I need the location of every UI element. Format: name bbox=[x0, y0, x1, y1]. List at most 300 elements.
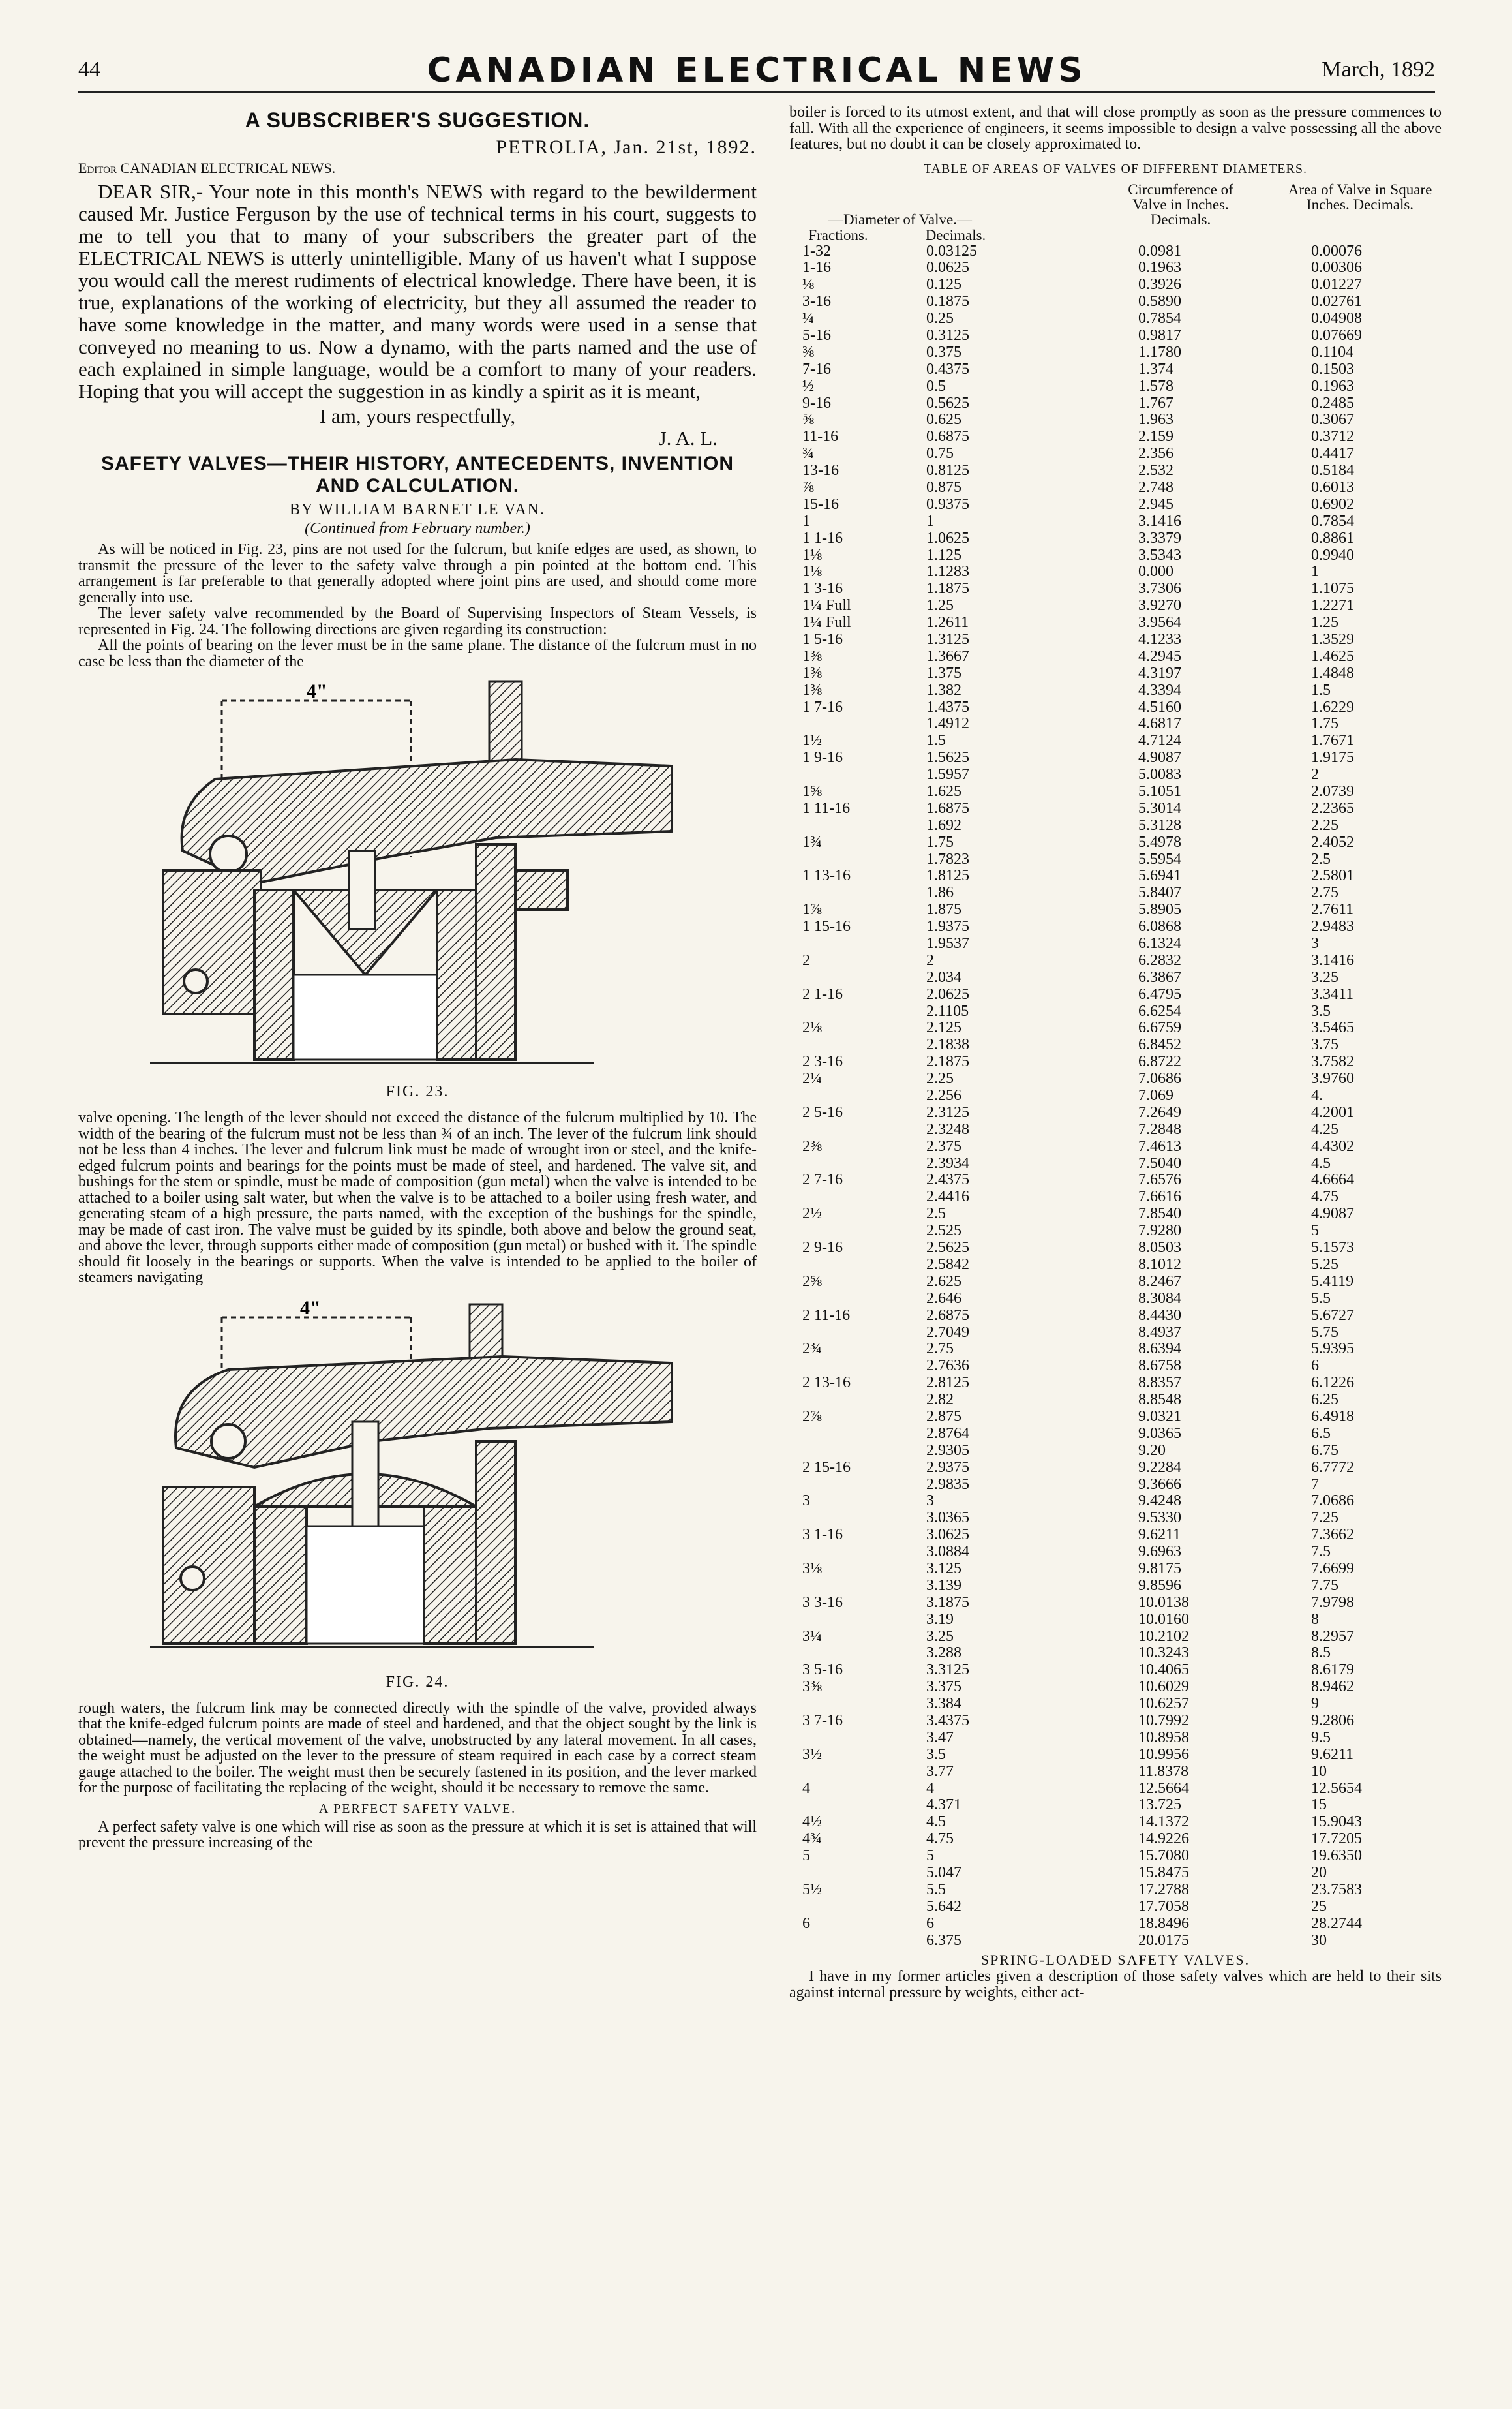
circumference-cell: 13.725 bbox=[1138, 1796, 1181, 1814]
letter-signature: J. A. L. bbox=[658, 427, 718, 450]
decimal-cell: 1.3125 bbox=[926, 630, 969, 648]
area-cell: 0.5184 bbox=[1311, 462, 1354, 480]
decimal-cell: 2.3934 bbox=[926, 1154, 969, 1172]
circumference-cell: 6.2832 bbox=[1138, 951, 1181, 969]
right-column bbox=[789, 104, 1442, 2001]
table-row bbox=[789, 1358, 1442, 1375]
area-cell: 1.2271 bbox=[1311, 597, 1354, 615]
circumference-cell: 1.963 bbox=[1138, 411, 1173, 429]
decimal-cell: 3.288 bbox=[926, 1644, 961, 1662]
area-cell: 3.5465 bbox=[1311, 1019, 1354, 1037]
table-row bbox=[789, 446, 1442, 463]
circumference-cell: 9.6963 bbox=[1138, 1543, 1181, 1561]
circumference-cell: 10.6257 bbox=[1138, 1695, 1189, 1713]
circumference-cell: 3.9270 bbox=[1138, 597, 1181, 615]
decimal-cell: 2.75 bbox=[926, 1340, 954, 1358]
decimal-cell: 2.525 bbox=[926, 1222, 961, 1240]
circumference-cell: 9.0321 bbox=[1138, 1407, 1181, 1425]
article-paragraph-5: rough waters, the fulcrum link may be connected directly with the spindle of the valve, provided always that the knife-edged fulcrum points are made of steel and hardened, and that the object sought by the link is obtained—namely, the vertical movement of the valve, unobstructed by any lateral movement. In all cases, the weight must be adjusted on the lever to the pressure of steam required in each case by a correct steam gauge attached to the boiler. The weight must then be securely fastened in its position, and the lever marked for the purpose of facilitating the replacing of the weight, should it be necessary to remove the same. bbox=[78, 1699, 757, 1796]
circumference-cell: 4.3197 bbox=[1138, 664, 1181, 682]
area-cell: 1.4848 bbox=[1311, 664, 1354, 682]
fraction-cell: ⅞ bbox=[802, 478, 814, 496]
letter-dateline: PETROLIA, Jan. 21st, 1892. bbox=[496, 136, 757, 158]
area-cell: 5.25 bbox=[1311, 1255, 1338, 1273]
circumference-cell: 5.8905 bbox=[1138, 901, 1181, 919]
decimal-cell: 1.25 bbox=[926, 597, 954, 615]
circumference-cell: 17.2788 bbox=[1138, 1880, 1189, 1898]
circumference-cell: 10.9956 bbox=[1138, 1745, 1189, 1763]
subhead-perfect-valve: A PERFECT SAFETY VALVE. bbox=[318, 1801, 517, 1816]
table-row bbox=[789, 1865, 1442, 1882]
circumference-cell: 1.767 bbox=[1138, 394, 1173, 412]
decimal-cell: 0.75 bbox=[926, 445, 954, 463]
circumference-cell: 10.0160 bbox=[1138, 1610, 1189, 1628]
area-cell: 0.3067 bbox=[1311, 411, 1354, 429]
table-row bbox=[789, 1189, 1442, 1206]
circumference-cell: 14.9226 bbox=[1138, 1830, 1189, 1848]
area-cell: 6 bbox=[1311, 1357, 1319, 1375]
table-row bbox=[789, 1105, 1442, 1122]
fig-23-caption: FIG. 23. bbox=[386, 1083, 449, 1100]
circumference-cell: 10.8958 bbox=[1138, 1728, 1189, 1746]
decimal-cell: 2.375 bbox=[926, 1137, 961, 1155]
decimal-cell: 1.382 bbox=[926, 681, 961, 699]
area-cell: 5.4119 bbox=[1311, 1272, 1354, 1290]
area-cell: 7.25 bbox=[1311, 1509, 1338, 1527]
area-cell: 4.2001 bbox=[1311, 1103, 1354, 1121]
decimal-cell: 2.8764 bbox=[926, 1424, 969, 1442]
article-paragraph-6: A perfect safety valve is one which will rise as soon as the pressure at which it is set is attained that will prevent the pressure increasing of the bbox=[78, 1818, 757, 1851]
table-row bbox=[789, 530, 1442, 547]
circumference-cell: 7.9280 bbox=[1138, 1222, 1181, 1240]
table-row bbox=[789, 683, 1442, 699]
area-cell: 8.5 bbox=[1311, 1644, 1331, 1662]
area-cell: 0.01227 bbox=[1311, 276, 1362, 294]
decimal-cell: 0.03125 bbox=[926, 242, 977, 260]
fraction-cell: 1 7-16 bbox=[802, 698, 843, 716]
table-row bbox=[789, 1308, 1442, 1325]
table-row bbox=[789, 1645, 1442, 1662]
circumference-cell: 0.0981 bbox=[1138, 242, 1181, 260]
area-cell: 12.5654 bbox=[1311, 1779, 1362, 1797]
table-row bbox=[789, 260, 1442, 277]
circumference-cell: 12.5664 bbox=[1138, 1779, 1189, 1797]
circumference-cell: 5.4978 bbox=[1138, 833, 1181, 851]
circumference-cell: 8.1012 bbox=[1138, 1255, 1181, 1273]
table-row bbox=[789, 1088, 1442, 1105]
table-row bbox=[789, 1392, 1442, 1409]
fraction-cell: 2¾ bbox=[802, 1340, 822, 1358]
decimal-cell: 2 bbox=[926, 951, 934, 969]
circumference-cell: 3.5343 bbox=[1138, 546, 1181, 564]
circumference-cell: 2.532 bbox=[1138, 462, 1173, 480]
area-cell: 7 bbox=[1311, 1475, 1319, 1493]
fraction-cell: 1 11-16 bbox=[802, 799, 851, 817]
circumference-cell: 5.1051 bbox=[1138, 783, 1181, 800]
table-row bbox=[789, 1139, 1442, 1156]
area-cell: 19.6350 bbox=[1311, 1847, 1362, 1865]
fraction-cell: 5 bbox=[802, 1847, 810, 1865]
circumference-cell: 8.3084 bbox=[1138, 1289, 1181, 1307]
circumference-cell: 9.0365 bbox=[1138, 1424, 1181, 1442]
area-cell: 4.9087 bbox=[1311, 1205, 1354, 1223]
decimal-cell: 2.8125 bbox=[926, 1374, 969, 1392]
table-row bbox=[789, 615, 1442, 632]
decimal-cell: 1.125 bbox=[926, 546, 961, 564]
area-cell: 0.4417 bbox=[1311, 445, 1354, 463]
circumference-cell: 0.5890 bbox=[1138, 293, 1181, 311]
area-cell: 7.5 bbox=[1311, 1543, 1331, 1561]
decimal-cell: 3.0884 bbox=[926, 1543, 969, 1561]
circumference-cell: 6.6254 bbox=[1138, 1002, 1181, 1020]
article-title: SAFETY VALVES—THEIR HISTORY, ANTECEDENTS, INVENTION AND CALCULATION. bbox=[101, 453, 734, 497]
header-area: Area of Valve in Square Inches. Decimals. bbox=[1288, 181, 1432, 213]
table-row bbox=[789, 1595, 1442, 1612]
area-cell: 4.4302 bbox=[1311, 1137, 1354, 1155]
circumference-cell: 3.1416 bbox=[1138, 512, 1181, 530]
decimal-cell: 0.0625 bbox=[926, 259, 969, 277]
decimal-cell: 0.5625 bbox=[926, 394, 969, 412]
area-cell: 0.1104 bbox=[1311, 343, 1354, 361]
decimal-cell: 1.5957 bbox=[926, 766, 969, 784]
area-cell: 1.7671 bbox=[1311, 732, 1354, 750]
fraction-cell: ½ bbox=[802, 377, 814, 395]
decimal-cell: 3 bbox=[926, 1492, 934, 1510]
table-row bbox=[789, 852, 1442, 868]
circumference-cell: 5.3128 bbox=[1138, 816, 1181, 834]
table-row bbox=[789, 547, 1442, 564]
fig-24-illustration bbox=[124, 1291, 711, 1670]
page-number: 44 bbox=[78, 57, 100, 82]
area-cell: 8 bbox=[1311, 1610, 1319, 1628]
table-row bbox=[789, 480, 1442, 497]
fraction-cell: 3 3-16 bbox=[802, 1593, 843, 1611]
table-row bbox=[789, 345, 1442, 361]
circumference-cell: 11.8378 bbox=[1138, 1762, 1189, 1780]
area-cell: 2.5 bbox=[1311, 850, 1331, 868]
decimal-cell: 1.75 bbox=[926, 833, 954, 851]
fraction-cell: 1⅜ bbox=[802, 664, 822, 682]
circumference-cell: 0.3926 bbox=[1138, 276, 1181, 294]
fraction-cell: 4½ bbox=[802, 1813, 822, 1831]
table-row bbox=[789, 1679, 1442, 1696]
circumference-cell: 4.1233 bbox=[1138, 630, 1181, 648]
table-row bbox=[789, 1426, 1442, 1443]
area-cell: 0.02761 bbox=[1311, 293, 1362, 311]
area-cell: 7.0686 bbox=[1311, 1492, 1354, 1510]
circumference-cell: 9.8175 bbox=[1138, 1559, 1181, 1577]
circumference-cell: 4.9087 bbox=[1138, 749, 1181, 767]
decimal-cell: 2.1875 bbox=[926, 1053, 969, 1071]
table-row bbox=[789, 666, 1442, 683]
circumference-cell: 7.6616 bbox=[1138, 1188, 1181, 1206]
decimal-cell: 2.256 bbox=[926, 1087, 961, 1105]
fraction-cell: 1 13-16 bbox=[802, 867, 851, 885]
circumference-cell: 8.6758 bbox=[1138, 1357, 1181, 1375]
fraction-cell: 2¼ bbox=[802, 1070, 822, 1088]
decimal-cell: 2.9375 bbox=[926, 1458, 969, 1476]
decimal-cell: 2.9305 bbox=[926, 1441, 969, 1459]
fraction-cell: ¼ bbox=[802, 310, 814, 328]
table-row bbox=[789, 1172, 1442, 1189]
table-row bbox=[789, 649, 1442, 666]
circumference-cell: 1.1780 bbox=[1138, 343, 1181, 361]
table-row bbox=[789, 1037, 1442, 1054]
table-body bbox=[789, 243, 1442, 1950]
fig-24-caption: FIG. 24. bbox=[386, 1673, 449, 1691]
area-cell: 0.7854 bbox=[1311, 512, 1354, 530]
section-divider bbox=[294, 437, 535, 438]
table-row bbox=[789, 750, 1442, 767]
table-row bbox=[789, 835, 1442, 852]
continued-note: (Continued from February number.) bbox=[305, 520, 530, 537]
decimal-cell: 0.625 bbox=[926, 411, 961, 429]
fraction-cell: 1 1-16 bbox=[802, 529, 843, 547]
fraction-cell: 2½ bbox=[802, 1205, 822, 1223]
decimal-cell: 4.5 bbox=[926, 1813, 946, 1831]
circumference-cell: 20.0175 bbox=[1138, 1931, 1189, 1949]
article-byline: BY WILLIAM BARNET LE VAN. bbox=[290, 501, 545, 518]
decimal-cell: 3.375 bbox=[926, 1678, 961, 1696]
table-row bbox=[789, 1510, 1442, 1527]
decimal-cell: 2.4416 bbox=[926, 1188, 969, 1206]
table-row bbox=[789, 294, 1442, 311]
area-cell: 7.3662 bbox=[1311, 1526, 1354, 1544]
decimal-cell: 3.3125 bbox=[926, 1661, 969, 1679]
circumference-cell: 0.1963 bbox=[1138, 259, 1181, 277]
area-cell: 0.00306 bbox=[1311, 259, 1362, 277]
table-row bbox=[789, 1020, 1442, 1037]
circumference-cell: 1.374 bbox=[1138, 360, 1173, 378]
table-row bbox=[789, 1933, 1442, 1950]
area-cell: 9.6211 bbox=[1311, 1745, 1354, 1763]
decimal-cell: 1.3667 bbox=[926, 647, 969, 665]
decimal-cell: 1.692 bbox=[926, 816, 961, 834]
area-cell: 8.9462 bbox=[1311, 1678, 1354, 1696]
area-cell: 9 bbox=[1311, 1695, 1319, 1713]
fraction-cell: 1¼ Full bbox=[802, 614, 851, 632]
fraction-cell: 2⅞ bbox=[802, 1407, 822, 1425]
fraction-cell: 1⅛ bbox=[802, 563, 822, 581]
area-cell: 17.7205 bbox=[1311, 1830, 1362, 1848]
table-row bbox=[789, 1696, 1442, 1713]
table-row bbox=[789, 311, 1442, 328]
area-cell: 15.9043 bbox=[1311, 1813, 1362, 1831]
circumference-cell: 10.3243 bbox=[1138, 1644, 1189, 1662]
fraction-cell: 11-16 bbox=[802, 428, 839, 446]
table-row bbox=[789, 767, 1442, 784]
table-row bbox=[789, 564, 1442, 581]
circumference-cell: 9.20 bbox=[1138, 1441, 1166, 1459]
area-cell: 5.5 bbox=[1311, 1289, 1331, 1307]
area-cell: 9.2806 bbox=[1311, 1711, 1354, 1729]
area-cell: 7.9798 bbox=[1311, 1593, 1354, 1611]
circumference-cell: 7.2649 bbox=[1138, 1103, 1181, 1121]
fraction-cell: 3¼ bbox=[802, 1627, 822, 1645]
circumference-cell: 7.5040 bbox=[1138, 1154, 1181, 1172]
table-row bbox=[789, 395, 1442, 412]
table-row bbox=[789, 1443, 1442, 1460]
table-row bbox=[789, 1797, 1442, 1814]
table-row bbox=[789, 987, 1442, 1004]
area-cell: 6.75 bbox=[1311, 1441, 1338, 1459]
area-cell: 1.1075 bbox=[1311, 580, 1354, 598]
area-cell: 1.3529 bbox=[1311, 630, 1354, 648]
area-cell: 25 bbox=[1311, 1897, 1327, 1915]
decimal-cell: 3.125 bbox=[926, 1559, 961, 1577]
fraction-cell: 1 bbox=[802, 512, 810, 530]
fraction-cell: 3½ bbox=[802, 1745, 822, 1763]
table-row bbox=[789, 1713, 1442, 1730]
page-header bbox=[78, 51, 1435, 90]
circumference-cell: 2.945 bbox=[1138, 495, 1173, 513]
circumference-cell: 4.6817 bbox=[1138, 715, 1181, 733]
decimal-cell: 2.625 bbox=[926, 1272, 961, 1290]
letter-closing: I am, yours respectfully, bbox=[319, 405, 516, 427]
table-row bbox=[789, 1831, 1442, 1848]
decimal-cell: 3.384 bbox=[926, 1695, 961, 1713]
area-cell: 5.1573 bbox=[1311, 1239, 1354, 1257]
area-cell: 0.8861 bbox=[1311, 529, 1354, 547]
decimal-cell: 1.5625 bbox=[926, 749, 969, 767]
table-row bbox=[789, 463, 1442, 480]
circumference-cell: 18.8496 bbox=[1138, 1914, 1189, 1932]
area-cell: 1.75 bbox=[1311, 715, 1338, 733]
fraction-cell: ⅛ bbox=[802, 276, 814, 294]
fraction-cell: 2 bbox=[802, 951, 810, 969]
circumference-cell: 9.3666 bbox=[1138, 1475, 1181, 1493]
decimal-cell: 2.5625 bbox=[926, 1239, 969, 1257]
table-row bbox=[789, 378, 1442, 395]
circumference-cell: 6.1324 bbox=[1138, 935, 1181, 953]
table-row bbox=[789, 243, 1442, 260]
table-row bbox=[789, 1848, 1442, 1865]
decimal-cell: 2.5842 bbox=[926, 1255, 969, 1273]
fraction-cell: 2 5-16 bbox=[802, 1103, 843, 1121]
area-cell: 2.7611 bbox=[1311, 901, 1354, 919]
fraction-cell: 6 bbox=[802, 1914, 810, 1932]
decimal-cell: 1.875 bbox=[926, 901, 961, 919]
circumference-cell: 6.0868 bbox=[1138, 918, 1181, 936]
decimal-cell: 2.0625 bbox=[926, 985, 969, 1003]
fraction-cell: 3⅛ bbox=[802, 1559, 822, 1577]
fraction-cell: 4¾ bbox=[802, 1830, 822, 1848]
circumference-cell: 0.000 bbox=[1138, 563, 1173, 581]
area-cell: 5.75 bbox=[1311, 1323, 1338, 1341]
decimal-cell: 0.125 bbox=[926, 276, 961, 294]
area-cell: 3.5 bbox=[1311, 1002, 1331, 1020]
area-cell: 7.75 bbox=[1311, 1576, 1338, 1594]
table-row bbox=[789, 632, 1442, 649]
table-row bbox=[789, 885, 1442, 902]
circumference-cell: 14.1372 bbox=[1138, 1813, 1189, 1831]
article-paragraph-3: All the points of bearing on the lever must be in the same plane. The distance of the fulcrum must in no case be less than the diameter of the bbox=[78, 637, 757, 670]
decimal-cell: 2.7049 bbox=[926, 1323, 969, 1341]
decimal-cell: 5.5 bbox=[926, 1880, 946, 1898]
decimal-cell: 2.034 bbox=[926, 968, 961, 986]
area-cell: 6.4918 bbox=[1311, 1407, 1354, 1425]
fraction-cell: 2 1-16 bbox=[802, 985, 843, 1003]
table-row bbox=[789, 716, 1442, 733]
decimal-cell: 2.6875 bbox=[926, 1306, 969, 1324]
circumference-cell: 2.159 bbox=[1138, 428, 1173, 446]
area-cell: 2.2365 bbox=[1311, 799, 1354, 817]
decimal-cell: 2.1105 bbox=[926, 1002, 969, 1020]
area-cell: 15 bbox=[1311, 1796, 1327, 1814]
table-row bbox=[789, 868, 1442, 885]
circumference-cell: 5.0083 bbox=[1138, 766, 1181, 784]
circumference-cell: 8.0503 bbox=[1138, 1239, 1181, 1257]
decimal-cell: 2.4375 bbox=[926, 1171, 969, 1189]
decimal-cell: 2.9835 bbox=[926, 1475, 969, 1493]
table-row bbox=[789, 1561, 1442, 1578]
area-cell: 0.04908 bbox=[1311, 310, 1362, 328]
table-row bbox=[789, 1206, 1442, 1223]
fraction-cell: 1⅜ bbox=[802, 647, 822, 665]
area-cell: 0.07669 bbox=[1311, 326, 1362, 344]
circumference-cell: 1.578 bbox=[1138, 377, 1173, 395]
table-row bbox=[789, 1325, 1442, 1342]
table-row bbox=[789, 277, 1442, 294]
table-row bbox=[789, 1341, 1442, 1358]
table-title: TABLE OF AREAS OF VALVES OF DIFFERENT DIAMETERS. bbox=[924, 161, 1307, 176]
fraction-cell: 1⅞ bbox=[802, 901, 822, 919]
circumference-cell: 10.0138 bbox=[1138, 1593, 1189, 1611]
table-row bbox=[789, 919, 1442, 936]
fraction-cell: 3⅜ bbox=[802, 1678, 822, 1696]
table-row bbox=[789, 514, 1442, 530]
decimal-cell: 1.9537 bbox=[926, 935, 969, 953]
decimal-cell: 6.375 bbox=[926, 1931, 961, 1949]
table-row bbox=[789, 970, 1442, 987]
decimal-cell: 2.646 bbox=[926, 1289, 961, 1307]
article-paragraph-2: The lever safety valve recommended by the Board of Supervising Inspectors of Steam Vessels, is represented in Fig. 24. The following directions are given regarding its construction: bbox=[78, 605, 757, 638]
area-cell: 0.6902 bbox=[1311, 495, 1354, 513]
decimal-cell: 1.8125 bbox=[926, 867, 969, 885]
decimal-cell: 1.2611 bbox=[926, 614, 969, 632]
table-row bbox=[789, 1662, 1442, 1679]
circumference-cell: 4.5160 bbox=[1138, 698, 1181, 716]
fraction-cell: 2⅜ bbox=[802, 1137, 822, 1155]
fraction-cell: 5-16 bbox=[802, 326, 831, 344]
area-cell: 0.3712 bbox=[1311, 428, 1354, 446]
table-row bbox=[789, 1257, 1442, 1274]
circumference-cell: 5.6941 bbox=[1138, 867, 1181, 885]
area-cell: 0.6013 bbox=[1311, 478, 1354, 496]
circumference-cell: 4.2945 bbox=[1138, 647, 1181, 665]
table-row bbox=[789, 1156, 1442, 1173]
decimal-cell: 1.4912 bbox=[926, 715, 969, 733]
area-cell: 6.7772 bbox=[1311, 1458, 1354, 1476]
table-row bbox=[789, 902, 1442, 919]
circumference-cell: 8.4937 bbox=[1138, 1323, 1181, 1341]
header-fractions: Fractions. bbox=[808, 226, 868, 243]
circumference-cell: 7.4613 bbox=[1138, 1137, 1181, 1155]
circumference-cell: 4.7124 bbox=[1138, 732, 1181, 750]
circumference-cell: 0.7854 bbox=[1138, 310, 1181, 328]
table-row bbox=[789, 1527, 1442, 1544]
area-cell: 3.75 bbox=[1311, 1036, 1338, 1054]
fraction-cell: 2 11-16 bbox=[802, 1306, 851, 1324]
decimal-cell: 0.9375 bbox=[926, 495, 969, 513]
left-column bbox=[78, 104, 757, 1851]
area-cell: 1.4625 bbox=[1311, 647, 1354, 665]
decimal-cell: 3.19 bbox=[926, 1610, 954, 1628]
fraction-cell: 2⅛ bbox=[802, 1019, 822, 1037]
decimal-cell: 0.25 bbox=[926, 310, 954, 328]
circumference-cell: 6.3867 bbox=[1138, 968, 1181, 986]
area-cell: 3.1416 bbox=[1311, 951, 1354, 969]
